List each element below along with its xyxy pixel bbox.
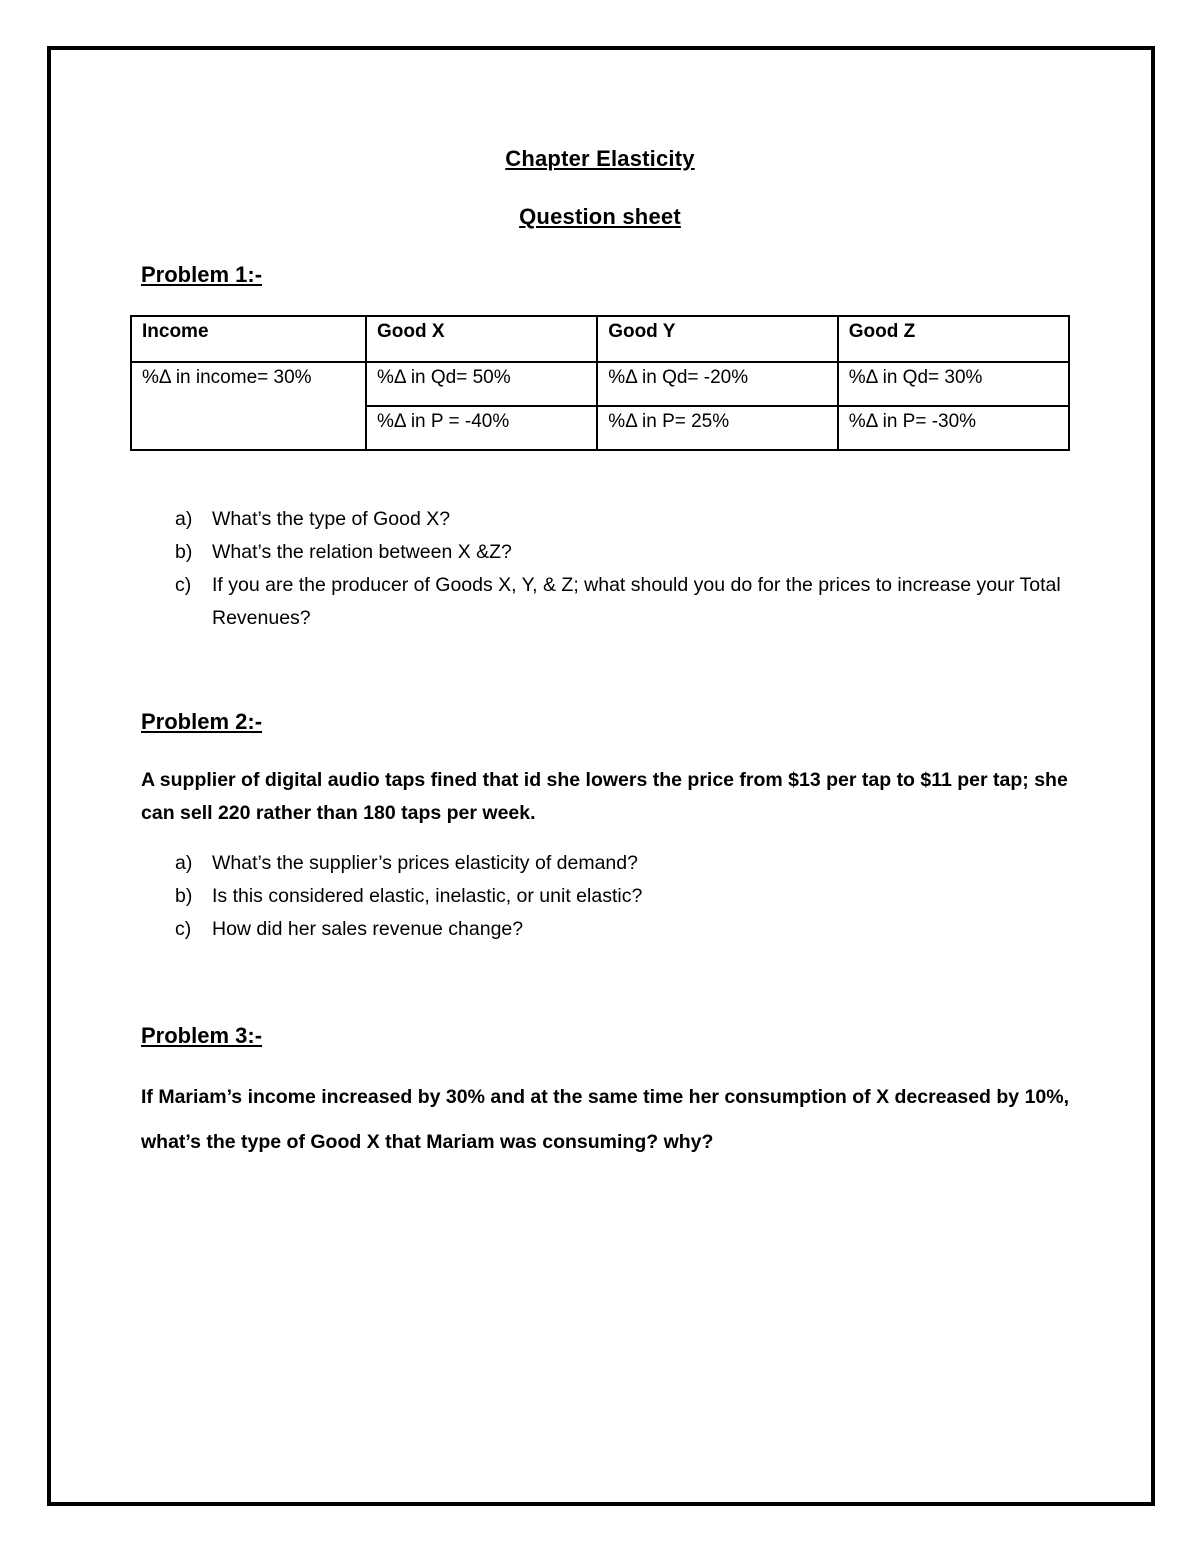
- problem-1-heading: Problem 1:-: [141, 262, 263, 287]
- list-marker: c): [175, 918, 192, 940]
- list-item: [141, 503, 1071, 536]
- table-header-cell: Good X: [366, 316, 597, 362]
- table-header-cell: Income: [131, 316, 366, 362]
- table-cell: %Δ in P = -40%: [366, 406, 597, 450]
- list-item: [141, 569, 1071, 635]
- list-marker: b): [175, 885, 193, 907]
- list-marker: c): [175, 574, 192, 596]
- question-text: If you are the producer of Goods X, Y, & Z; what should you do for the prices to increase your Total Revenues?: [212, 574, 1061, 629]
- question-text: What’s the relation between X &Z?: [212, 541, 512, 563]
- problem-2-questions: [141, 847, 1071, 946]
- table-header-cell: Good Z: [838, 316, 1069, 362]
- elasticity-table: [130, 315, 1070, 451]
- problem-3-heading: Problem 3:-: [141, 1023, 263, 1048]
- list-marker: a): [175, 852, 193, 874]
- problem-2-heading: Problem 2:-: [141, 709, 263, 734]
- list-marker: a): [175, 508, 193, 530]
- table-cell: %Δ in P= 25%: [597, 406, 838, 450]
- table-cell: %Δ in Qd= 30%: [838, 362, 1069, 406]
- list-item: [141, 847, 1071, 880]
- table-cell: %Δ in Qd= -20%: [597, 362, 838, 406]
- document-title: Chapter Elasticity: [505, 146, 695, 171]
- document-subtitle: Question sheet: [519, 204, 681, 229]
- table-header-cell: Good Y: [597, 316, 838, 362]
- question-text: What’s the type of Good X?: [212, 508, 451, 530]
- question-text: How did her sales revenue change?: [212, 918, 524, 940]
- problem-1-questions: [141, 503, 1071, 635]
- income-change-cell: %Δ in income= 30%: [131, 362, 366, 450]
- list-item: [141, 880, 1071, 913]
- list-marker: b): [175, 541, 193, 563]
- table-header-row: [131, 316, 1069, 362]
- table-row: [131, 362, 1069, 406]
- problem-2-statement: A supplier of digital audio taps fined that id she lowers the price from $13 per tap to $11 per tap; she can sell 220 rather than 180 taps per week.: [141, 769, 1068, 824]
- question-text: What’s the supplier’s prices elasticity of demand?: [212, 852, 638, 874]
- list-item: [141, 913, 1071, 946]
- question-text: Is this considered elastic, inelastic, or unit elastic?: [212, 885, 643, 907]
- table-cell: %Δ in Qd= 50%: [366, 362, 597, 406]
- problem-3-statement: If Mariam’s income increased by 30% and at the same time her consumption of X decreased by 10%, what’s the type of Good X that Mariam was consuming? why?: [141, 1086, 1070, 1153]
- table-cell: %Δ in P= -30%: [838, 406, 1069, 450]
- list-item: [141, 536, 1071, 569]
